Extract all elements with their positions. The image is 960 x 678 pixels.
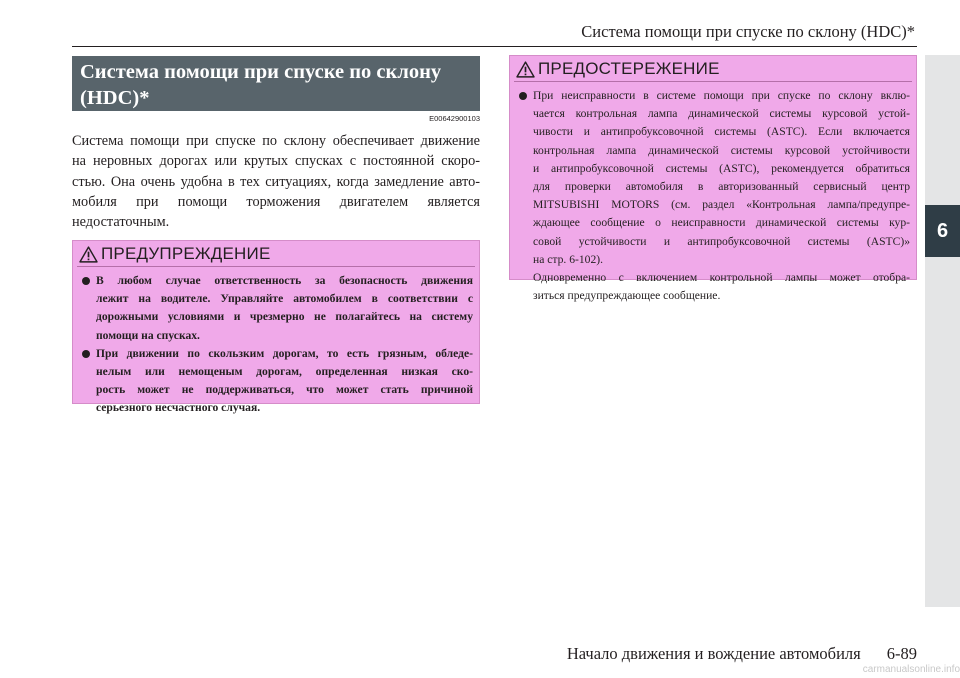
bullet-icon [82,350,90,358]
warning-list [73,267,479,418]
warning-box [72,240,480,415]
caution-triangle-icon [516,61,535,78]
warning-item-line: нелым или немощеным дорогам, определенная низкая ско- [96,365,473,379]
caution-note-line: Одновременно с включением контрольной лампы может отобра- [533,271,910,285]
caution-item [516,87,910,269]
section-title-line-2: (HDC)* [80,87,150,109]
footer-chapter-title: Начало движения и вождение автомобиля [566,644,861,663]
warning-title: ПРЕДУПРЕЖДЕНИЕ [101,244,271,263]
header-rule [72,46,917,47]
warning-item-line: серьезного несчастного случая. [96,401,261,415]
section-title-line-1: Система помощи при спуске по склону [80,61,442,83]
warning-item-line: помощи на спусках. [96,328,200,342]
caution-item-line: на стр. 6-102). [533,252,604,266]
page-footer [520,644,917,664]
caution-title: ПРЕДОСТЕРЕЖЕНИЕ [538,59,720,78]
warning-triangle-icon [79,246,98,263]
bullet-icon [82,277,90,285]
watermark: carmanualsonline.info [862,664,960,675]
caution-item-line: контрольная лампа динамической системы курсовой устойчивости [533,143,910,157]
running-header-title: Система помощи при спуске по склону (HDC)* [581,22,915,41]
caution-box [509,55,917,303]
body-line: мобиля при помощи торможения двигателем является [72,193,480,210]
caution-item-line: ждающее сообщение о неисправности динамической системы кур- [533,216,910,230]
section-body [72,131,480,232]
section-heading [72,56,480,111]
warning-item-line: рость может не поддерживаться, что может стать причиной [96,383,473,397]
warning-item-line: В любом случае ответственность за безопасность движения [96,274,473,287]
warning-item-line: лежит на водителе. Управляйте автомобилем в соответствии с [96,292,473,306]
body-line: на неровных дорогах или крутых спусках с постоянной скоро- [72,153,480,170]
caution-item-line: При неисправности в системе помощи при спуске по склону вклю- [533,89,910,102]
chapter-tab[interactable] [925,205,960,257]
warning-header [73,241,479,267]
caution-item-line: MITSUBISHI MOTORS (см. раздел «Контрольная лампа/предупре- [533,198,910,212]
caution-item-line: для проверки автомобиля в авторизованный сервисный центр [533,180,910,194]
chapter-strip [925,55,960,607]
body-line: Система помощи при спуске по склону обеспечивает движение [72,133,480,149]
caution-item-line: совой устойчивости и антипробуксовочной системы (ASTC)» [533,234,910,248]
body-line: стью. Она очень удобна в тех ситуациях, когда замедление авто- [72,173,480,190]
caution-note [510,269,916,305]
chapter-tab-number: 6 [936,219,949,242]
warning-item-line: При движении по скользким дорогам, то есть грязным, обледе- [96,346,473,360]
caution-item-line: чивости и антипробуксовочной системы (ASTC). Если включается [533,125,910,139]
body-line: недостаточным. [72,214,170,231]
warning-item [79,272,473,345]
caution-note-line: зиться предупреждающее сообщение. [533,289,721,303]
caution-header [510,56,916,82]
reference-code: E00642900103 [429,114,480,123]
bullet-icon [519,92,527,100]
warning-item [79,345,473,418]
caution-list [510,82,916,269]
caution-item-line: и антипробуксовочной системы (ASTC), рекомендуется обратиться [533,161,910,175]
page-number: 6-89 [886,644,917,663]
caution-item-line: чается контрольная лампа динамической системы курсовой устой- [533,107,910,121]
warning-item-line: дорожными условиями и чрезмерно не полагайтесь на систему [96,310,473,324]
